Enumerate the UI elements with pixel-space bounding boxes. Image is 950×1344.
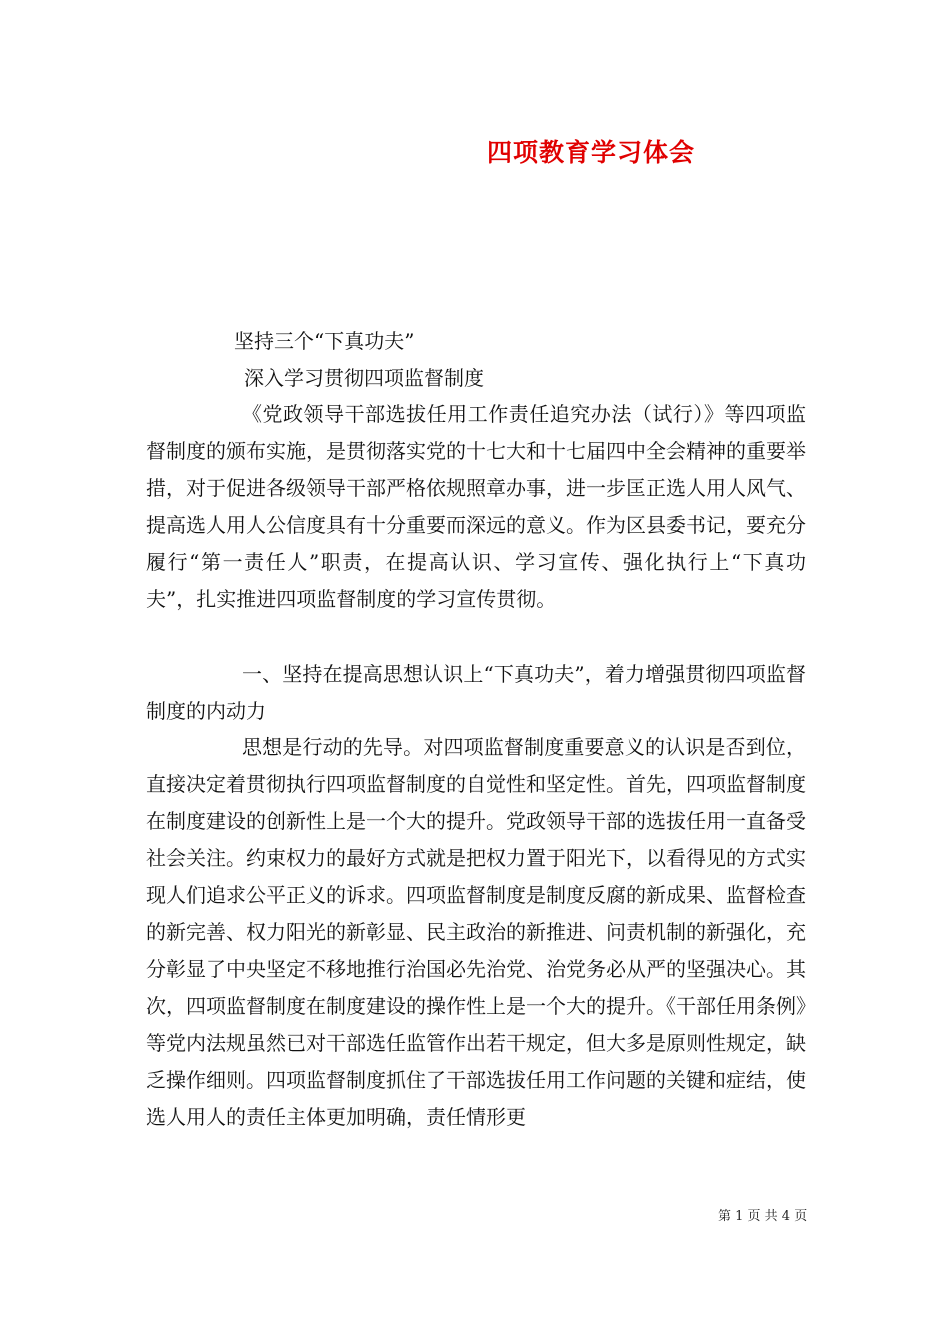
page-number: 第 1 页 共 4 页 [718,1209,808,1224]
page-title: 四项教育学习体会 [487,138,696,167]
section-heading-one: 一、坚持在提高思想认识上“下真功夫”，着力增强贯彻四项监督制度的内动力 [146,662,806,723]
subheading-secondary: 深入学习贯彻四项监督制度 [244,366,484,390]
subheading-primary: 坚持三个“下真功夫” [234,329,415,353]
paragraph-section-one: 思想是行动的先导。对四项监督制度重要意义的认识是否到位，直接决定着贯彻执行四项监督制度的自觉性和坚定性。首先，四项监督制度在制度建设的创新性上是一个大的提升。党政领导干部的选拔任用一直备受社会关注。约束权力的最好方式就是把权力置于阳光下，以看得见的方式实现人们追求公平正义的诉求。四项监督制度是制度反腐的新成果、监督检查的新完善、权力阳光的新彰显、民主政治的新推进、问责机制的新强化，充分彰显了中央坚定不移地推行治国必先治党、治党务必从严的坚强决心。其次，四项监督制度在制度建设的操作性上是一个大的提升。《干部任用条例》等党内法规虽然已对干部选任监管作出若干规定，但大多是原则性规定，缺乏操作细则。四项监督制度抓住了干部选拔任用工作问题的关键和症结，使选人用人的责任主体更加明确，责任情形更 [146,735,806,1129]
paragraph-intro: 《党政领导干部选拔任用工作责任追究办法（试行）》等四项监督制度的颁布实施，是贯彻落实党的十七大和十七届四中全会精神的重要举措，对于促进各级领导干部严格依规照章办事，进一步匡正选人用人风气、提高选人用人公信度具有十分重要而深远的意义。作为区县委书记，要充分履行“第一责任人”职责，在提高认识、学习宣传、强化执行上“下真功夫”，扎实推进四项监督制度的学习宣传贯彻。 [146,402,806,611]
